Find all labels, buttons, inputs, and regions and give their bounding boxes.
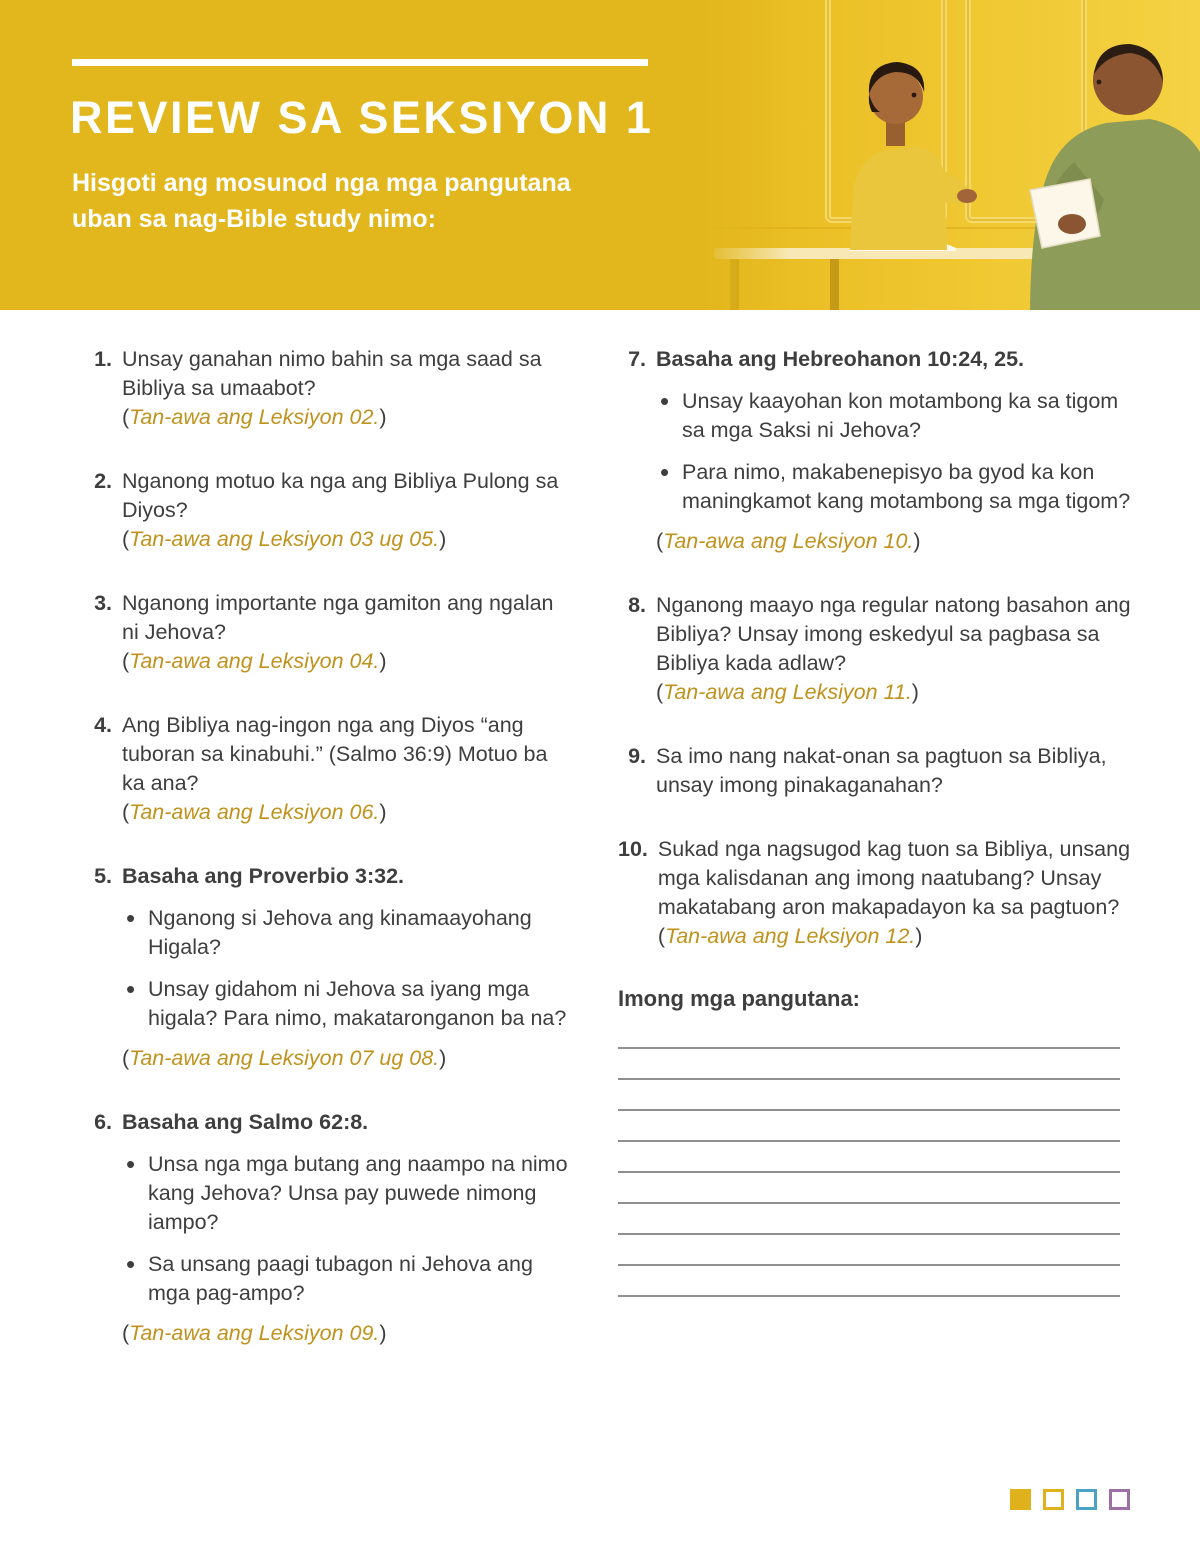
question-number: 4. bbox=[94, 713, 112, 737]
close-paren: ) bbox=[913, 529, 921, 553]
your-questions-heading: Imong mga pangutana: bbox=[618, 986, 860, 1011]
answer-line bbox=[618, 1235, 1120, 1266]
reference-text: Tan-awa ang Leksiyon 06. bbox=[129, 800, 380, 824]
open-paren: ( bbox=[122, 405, 130, 429]
reference-text: Tan-awa ang Leksiyon 10. bbox=[663, 529, 914, 553]
bullet-text: Unsa nga mga butang ang naampo na nimo kang Jehova? Unsa pay puwede nimong iampo? bbox=[148, 1152, 568, 1234]
section-indicator bbox=[1010, 1489, 1130, 1510]
question-body bbox=[122, 589, 572, 676]
questions-column-left bbox=[84, 345, 572, 1383]
reference-text: Tan-awa ang Leksiyon 11. bbox=[663, 680, 912, 704]
page-subtitle: Hisgoti ang mosunod nga mga pangutana uban sa nag-Bible study nimo: bbox=[72, 169, 571, 233]
question-number: 1. bbox=[94, 347, 112, 371]
bullet-item bbox=[148, 1150, 572, 1237]
reference-text: Tan-awa ang Leksiyon 02. bbox=[129, 405, 380, 429]
question-bullets bbox=[656, 387, 1133, 516]
question-number: 10. bbox=[618, 837, 648, 861]
lesson-reference bbox=[122, 647, 572, 676]
open-paren: ( bbox=[122, 1321, 130, 1345]
close-paren: ) bbox=[439, 1046, 447, 1070]
question-text: Nganong importante nga gamiton ang ngalan ni Jehova? bbox=[122, 591, 554, 644]
question-10 bbox=[618, 835, 1133, 951]
question-bullets bbox=[122, 904, 572, 1033]
close-paren: ) bbox=[379, 405, 387, 429]
questions-column-right bbox=[618, 345, 1133, 1297]
question-text: Basaha ang Hebreohanon 10:24, 25. bbox=[656, 347, 1025, 371]
question-1 bbox=[84, 345, 572, 432]
question-text: Nganong maayo nga regular natong basahon ang Bibliya? Unsay imong eskedyul sa pagbasa sa Bibliya kada adlaw? bbox=[656, 593, 1131, 675]
reference-text: Tan-awa ang Leksiyon 07 ug 08. bbox=[129, 1046, 440, 1070]
bullet-item bbox=[682, 387, 1133, 445]
question-number: 5. bbox=[94, 864, 112, 888]
question-bullets bbox=[122, 1150, 572, 1308]
illustration-svg bbox=[700, 0, 1200, 310]
bullet-text: Sa unsang paagi tubagon ni Jehova ang mga pag-ampo? bbox=[148, 1252, 533, 1305]
open-paren: ( bbox=[122, 800, 130, 824]
bullet-text: Unsay kaayohan kon motambong ka sa tigom sa mga Saksi ni Jehova? bbox=[682, 389, 1119, 442]
answer-line bbox=[618, 1111, 1120, 1142]
close-paren: ) bbox=[439, 527, 447, 551]
question-number: 2. bbox=[94, 469, 112, 493]
lesson-reference bbox=[122, 1044, 572, 1073]
lesson-reference bbox=[122, 1319, 572, 1348]
question-text: Unsay ganahan nimo bahin sa mga saad sa Bibliya sa umaabot? bbox=[122, 347, 542, 400]
banner bbox=[0, 0, 1200, 310]
open-paren: ( bbox=[656, 680, 664, 704]
banner-rule bbox=[72, 59, 648, 66]
question-body bbox=[658, 835, 1133, 951]
reference-text: Tan-awa ang Leksiyon 04. bbox=[129, 649, 380, 673]
question-text: Sa imo nang nakat-onan sa pagtuon sa Bibliya, unsay imong pinakaganahan? bbox=[656, 744, 1107, 797]
question-body bbox=[656, 345, 1133, 556]
answer-line bbox=[618, 1049, 1120, 1080]
question-body bbox=[122, 1108, 572, 1348]
answer-lines bbox=[618, 1018, 1120, 1297]
lesson-reference bbox=[122, 403, 572, 432]
question-body bbox=[122, 862, 572, 1073]
open-paren: ( bbox=[657, 924, 666, 948]
close-paren: ) bbox=[379, 800, 387, 824]
question-text: Ang Bibliya nag-ingon nga ang Diyos “ang tuboran sa kinabuhi.” (Salmo 36:9) Motuo ba ka ana? bbox=[122, 713, 548, 795]
lesson-reference bbox=[656, 527, 1133, 556]
section-square-3 bbox=[1076, 1489, 1097, 1510]
question-number: 3. bbox=[94, 591, 112, 615]
question-number: 7. bbox=[628, 347, 646, 371]
question-number: 6. bbox=[94, 1110, 112, 1134]
question-5 bbox=[84, 862, 572, 1073]
lesson-reference bbox=[658, 922, 1133, 951]
reference-text: Tan-awa ang Leksiyon 03 ug 05. bbox=[129, 527, 440, 551]
page-title: REVIEW SA SEKSIYON 1 bbox=[70, 92, 654, 143]
answer-line bbox=[618, 1173, 1120, 1204]
bullet-text: Unsay gidahom ni Jehova sa iyang mga higala? Para nimo, makataronganon ba na? bbox=[148, 977, 567, 1030]
bullet-text: Nganong si Jehova ang kinamaayohang Higala? bbox=[148, 906, 532, 959]
reference-text: Tan-awa ang Leksiyon 12. bbox=[665, 924, 916, 948]
open-paren: ( bbox=[122, 1046, 130, 1070]
question-body bbox=[122, 345, 572, 432]
bible-study-illustration bbox=[700, 0, 1200, 310]
question-4 bbox=[84, 711, 572, 827]
question-9 bbox=[618, 742, 1133, 800]
question-6 bbox=[84, 1108, 572, 1348]
section-square-1 bbox=[1010, 1489, 1031, 1510]
bullet-item bbox=[682, 458, 1133, 516]
question-body bbox=[122, 711, 572, 827]
close-paren: ) bbox=[911, 680, 919, 704]
bullet-item bbox=[148, 975, 572, 1033]
question-number: 9. bbox=[628, 744, 646, 768]
close-paren: ) bbox=[915, 924, 923, 948]
question-text: Nganong motuo ka nga ang Bibliya Pulong sa Diyos? bbox=[122, 469, 559, 522]
answer-line bbox=[618, 1142, 1120, 1173]
question-7 bbox=[618, 345, 1133, 556]
answer-line bbox=[618, 1266, 1120, 1297]
lesson-reference bbox=[656, 678, 1133, 707]
section-square-4 bbox=[1109, 1489, 1130, 1510]
close-paren: ) bbox=[379, 1321, 387, 1345]
reference-text: Tan-awa ang Leksiyon 09. bbox=[129, 1321, 380, 1345]
question-text: Basaha ang Salmo 62:8. bbox=[122, 1110, 369, 1134]
bullet-item bbox=[148, 1250, 572, 1308]
question-body bbox=[122, 467, 572, 554]
bullet-text: Para nimo, makabenepisyo ba gyod ka kon maningkamot kang motambong sa mga tigom? bbox=[682, 460, 1131, 513]
question-number: 8. bbox=[628, 593, 646, 617]
close-paren: ) bbox=[379, 649, 387, 673]
bullet-item bbox=[148, 904, 572, 962]
open-paren: ( bbox=[122, 527, 130, 551]
lesson-reference bbox=[122, 798, 572, 827]
answer-line bbox=[618, 1080, 1120, 1111]
open-paren: ( bbox=[122, 649, 130, 673]
section-square-2 bbox=[1043, 1489, 1064, 1510]
question-body bbox=[656, 591, 1133, 707]
question-8 bbox=[618, 591, 1133, 707]
question-text: Basaha ang Proverbio 3:32. bbox=[122, 864, 404, 888]
open-paren: ( bbox=[656, 529, 664, 553]
lesson-reference bbox=[122, 525, 572, 554]
answer-line bbox=[618, 1204, 1120, 1235]
question-body bbox=[656, 742, 1133, 800]
question-3 bbox=[84, 589, 572, 676]
answer-line bbox=[618, 1018, 1120, 1049]
question-text: Sukad nga nagsugod kag tuon sa Bibliya, unsang mga kalisdanan ang imong naatubang? Unsay makatabang aron makapadayon ka sa pagtuon? bbox=[657, 837, 1131, 919]
question-2 bbox=[84, 467, 572, 554]
